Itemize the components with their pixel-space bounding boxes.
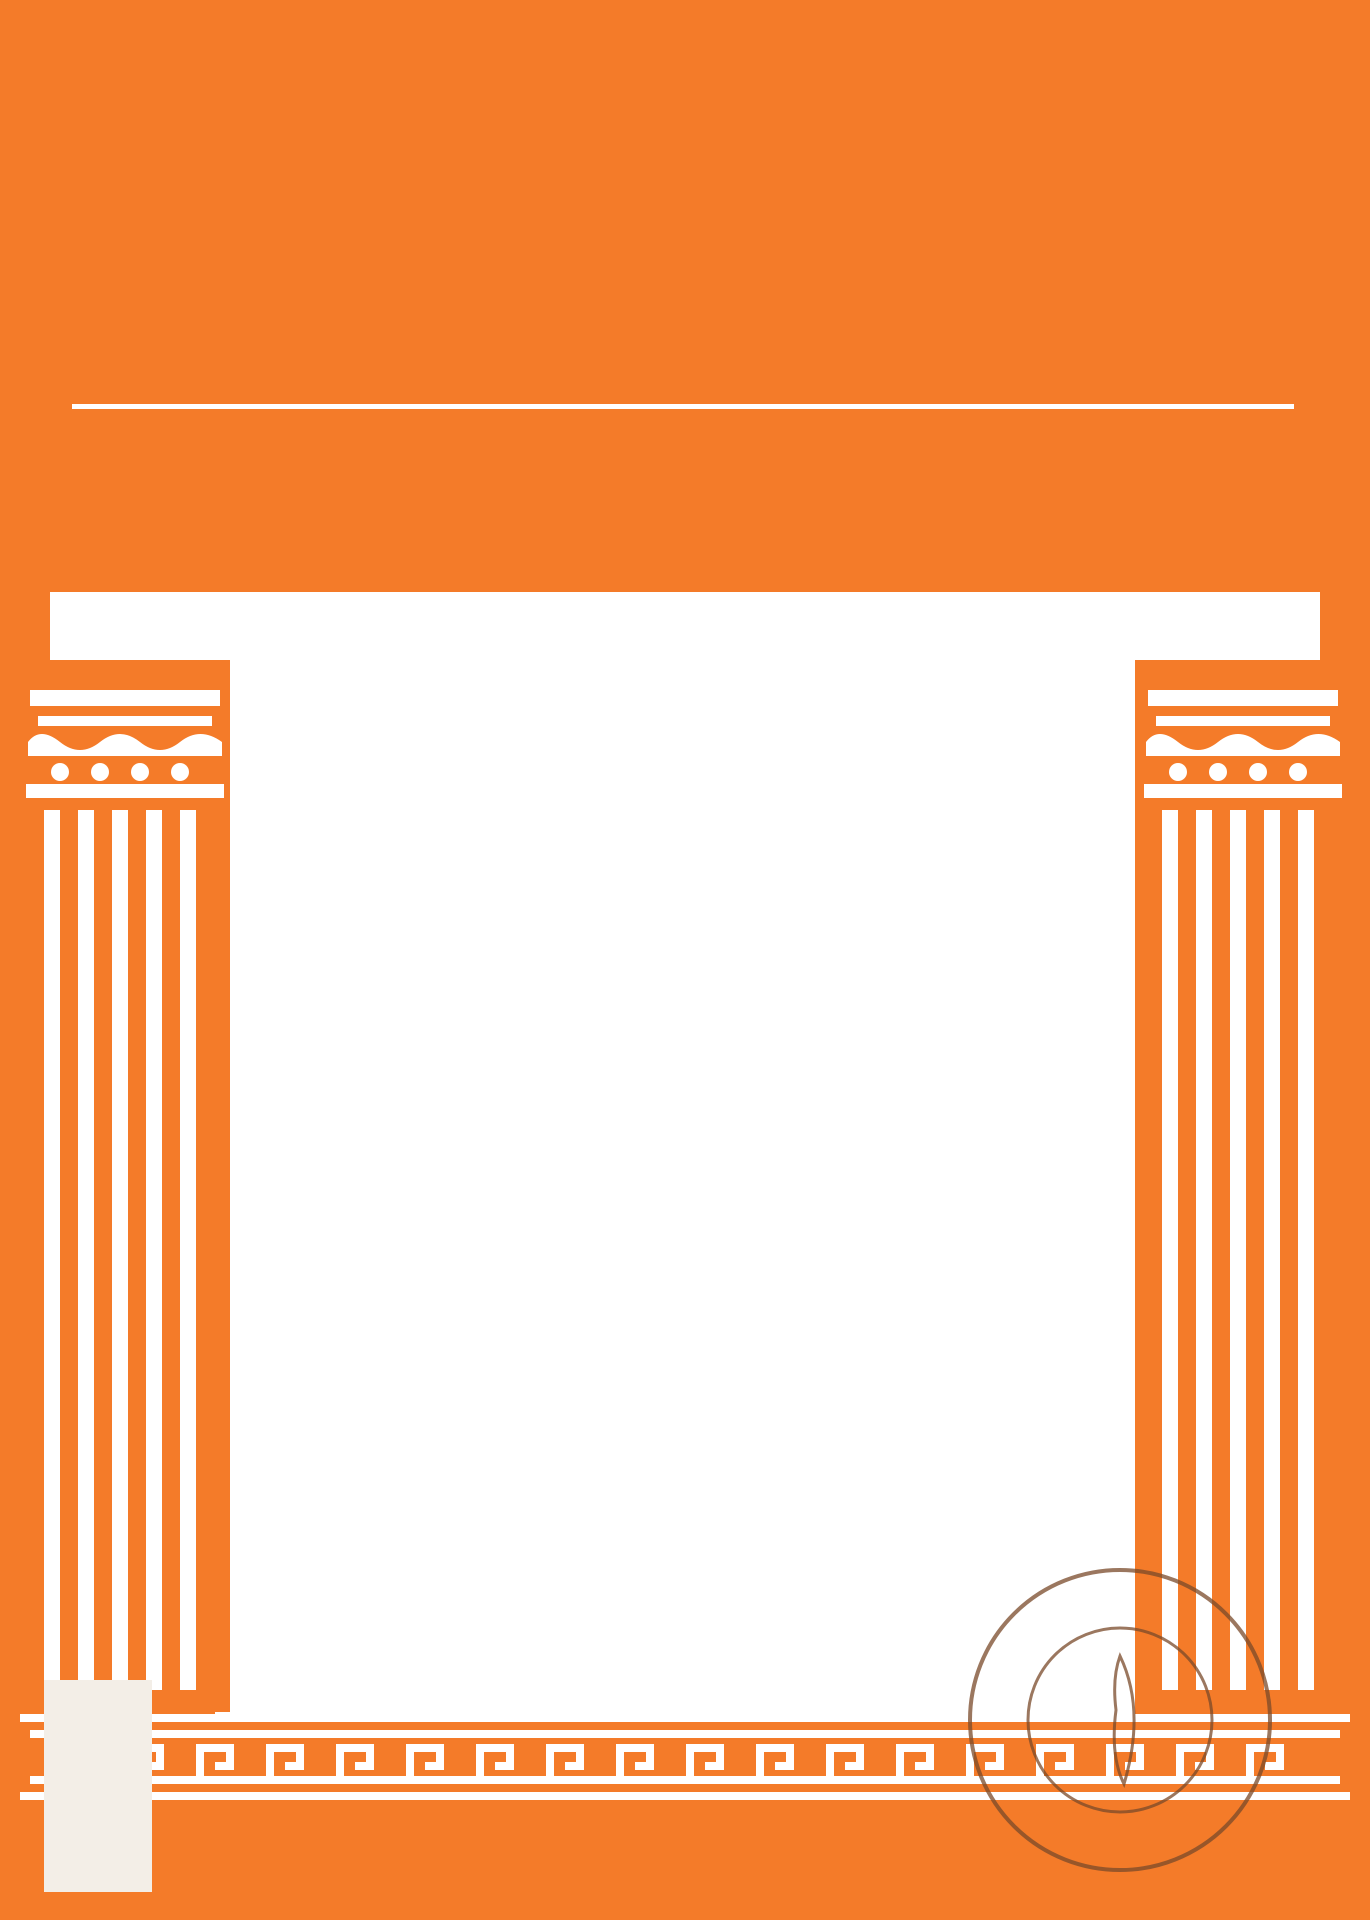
- society-stamp: [960, 1560, 1280, 1880]
- left-column-illustration: [20, 660, 230, 1712]
- library-label: [44, 1680, 152, 1892]
- right-column-illustration: [1138, 660, 1348, 1712]
- director-band: [50, 592, 1320, 660]
- title-rule: [72, 404, 1294, 409]
